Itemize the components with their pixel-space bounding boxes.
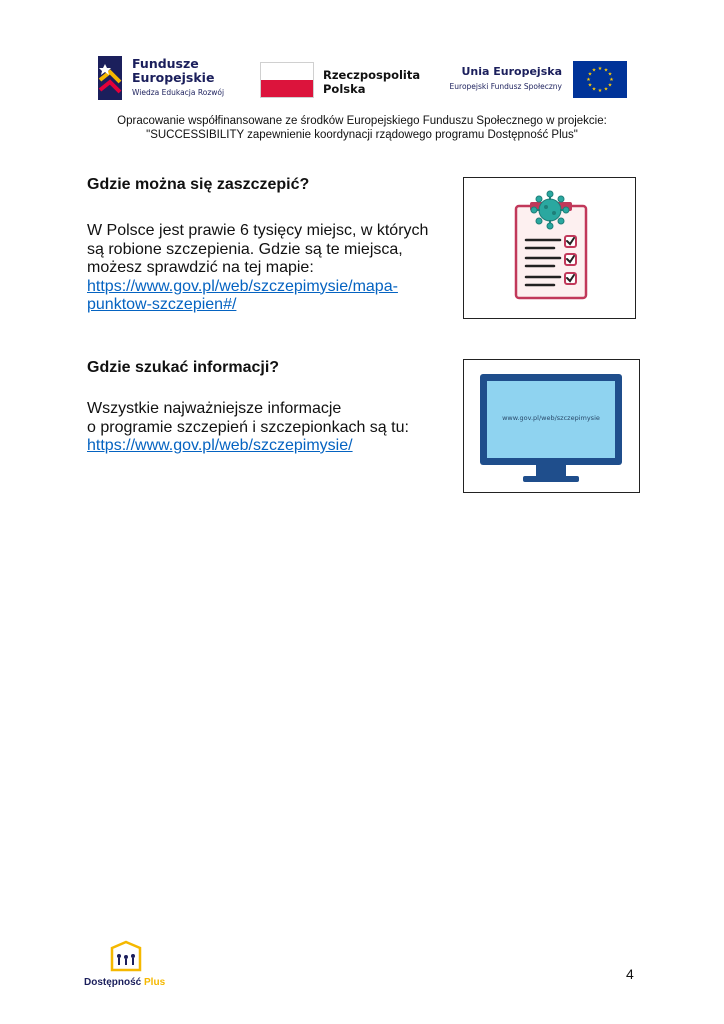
rzeczpospolita-polska-wordmark — [323, 68, 420, 96]
section-heading-information: Gdzie szukać informacji? — [87, 359, 280, 376]
paragraph-line: są robione szczepienia. Gdzie są te miejsca, — [87, 240, 403, 258]
page-number: 4 — [626, 966, 634, 982]
map-link-line2[interactable]: punktow-szczepien#/ — [87, 296, 237, 313]
svg-text:★: ★ — [587, 71, 593, 78]
dostepnosc-plus-wordmark — [84, 977, 165, 988]
cofinancing-note — [90, 114, 634, 142]
fe-logo-line3: Wiedza Edukacja Rozwój — [132, 88, 225, 97]
ue-logo-line1: Unia Europejska — [461, 65, 562, 78]
monitor-illustration — [463, 359, 640, 493]
paragraph-line: Wszystkie najważniejsze informacje — [87, 400, 342, 417]
dostepnosc-plus-logo-icon — [108, 940, 144, 974]
svg-text:★: ★ — [603, 86, 609, 93]
footer-logo-word1: Dostępność — [84, 977, 142, 988]
paragraph-line: możesz sprawdzić na tej mapie: — [87, 259, 314, 276]
section-body-vaccination-places — [87, 222, 457, 315]
svg-text:★: ★ — [591, 67, 597, 74]
svg-text:★: ★ — [607, 71, 613, 78]
section-body-information — [87, 400, 457, 456]
paragraph-line: o programie szczepień i szczepionkach są tu: — [87, 418, 409, 436]
fundusze-europejskie-logo — [96, 54, 126, 104]
svg-text:★: ★ — [586, 77, 591, 83]
svg-text:★: ★ — [591, 86, 597, 93]
monitor-url-text: www.gov.pl/web/szczepimysie — [502, 414, 600, 422]
clipboard-illustration — [463, 177, 636, 319]
svg-text:★: ★ — [607, 82, 613, 89]
cofinancing-note-line1: Opracowanie współfinansowane ze środków Europejskiego Funduszu Społecznego w projekcie: — [117, 115, 607, 127]
fundusze-europejskie-wordmark — [132, 57, 224, 97]
paragraph-line: W Polsce jest prawie 6 tysięcy miejsc, w których — [87, 222, 429, 239]
svg-text:★: ★ — [603, 67, 609, 74]
poland-flag-icon — [260, 62, 314, 98]
eu-flag-icon — [573, 61, 627, 98]
footer-logo-word2: Plus — [144, 977, 166, 988]
map-link[interactable] — [87, 278, 457, 315]
svg-text:★: ★ — [587, 82, 593, 89]
info-link[interactable]: https://www.gov.pl/web/szczepimysie/ — [87, 437, 353, 454]
computer-monitor-icon — [464, 360, 639, 492]
map-link-line1[interactable]: https://www.gov.pl/web/szczepimysie/mapa- — [87, 277, 398, 295]
fe-logo-line1: Fundusze — [132, 56, 199, 71]
ue-logo-line2: Europejski Fundusz Społeczny — [449, 82, 562, 91]
svg-text:★: ★ — [609, 77, 614, 83]
cofinancing-note-line2: "SUCCESSIBILITY zapewnienie koordynacji rządowego programu Dostępność Plus" — [146, 129, 578, 141]
svg-text:★: ★ — [597, 88, 603, 94]
section-heading-vaccination-places: Gdzie można się zaszczepić? — [87, 176, 310, 193]
svg-text:★: ★ — [597, 66, 603, 72]
clipboard-checklist-virus-icon — [464, 178, 635, 318]
rp-logo-line1: Rzeczpospolita — [323, 68, 421, 82]
fe-logo-line2: Europejskie — [132, 70, 215, 85]
rp-logo-line2: Polska — [323, 82, 366, 96]
unia-europejska-wordmark — [448, 65, 562, 91]
